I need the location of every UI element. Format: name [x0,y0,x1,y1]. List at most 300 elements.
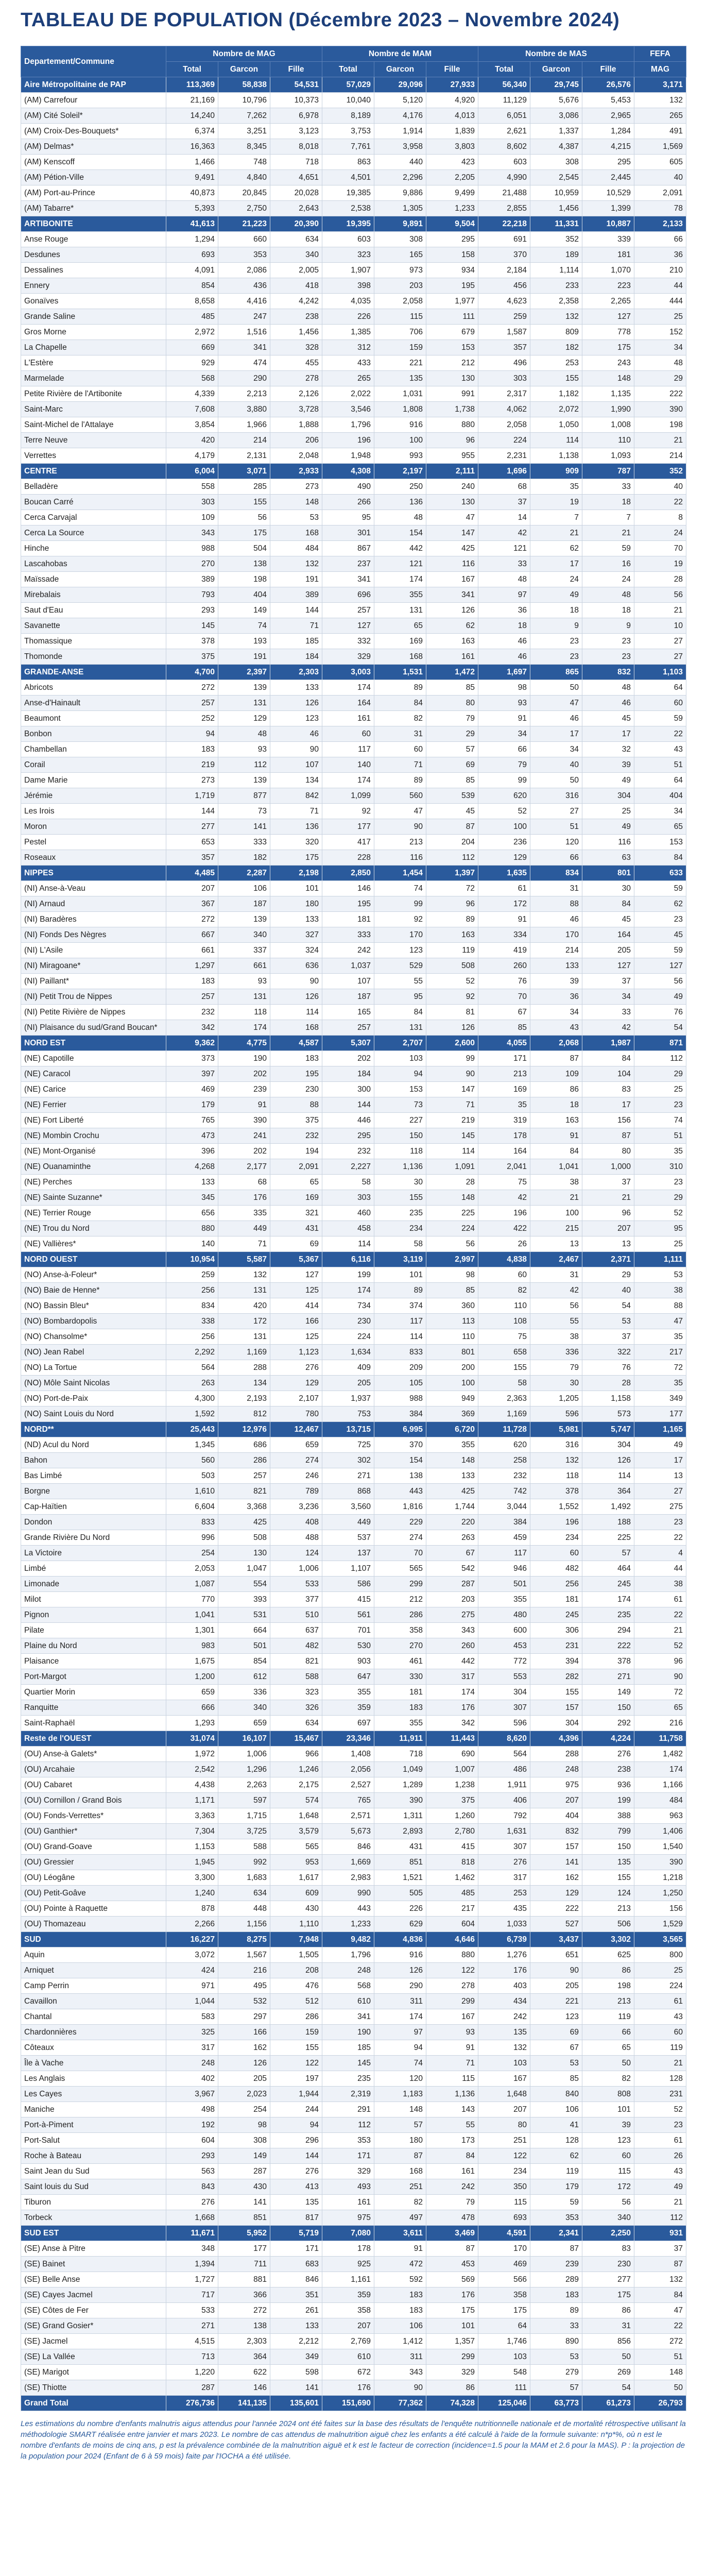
row-name: (NI) Petite Rivière de Nippes [21,1005,166,1020]
row-value: 991 [426,386,478,402]
row-name: (OU) Gressier [21,1855,166,1870]
row-value: 127 [634,958,686,974]
table-row [21,1005,686,1020]
header-sub: Fille [582,62,634,77]
row-value: 156 [634,1901,686,1917]
row-value: 13,715 [322,1422,374,1437]
table-row [21,108,686,124]
row-value: 153 [426,340,478,355]
row-value: 136 [374,495,426,510]
row-value: 548 [478,2365,530,2380]
row-name: Maniche [21,2102,166,2117]
row-value: 251 [478,2133,530,2148]
row-value: 67 [530,2040,582,2056]
row-name: Bonbon [21,726,166,742]
table-row [21,881,686,896]
header-sub: Garcon [530,62,582,77]
row-value: 84 [582,1051,634,1066]
row-name: (NE) Mombin Crochu [21,1128,166,1144]
row-value: 112 [218,757,270,773]
row-value: 183 [166,974,218,989]
row-value: 23 [582,649,634,665]
row-value: 661 [218,958,270,974]
row-name: (OU) Arcahaie [21,1762,166,1777]
row-value: 34 [634,340,686,355]
row-value: 496 [478,355,530,371]
row-value: 96 [426,433,478,448]
row-value: 11,911 [374,1731,426,1747]
row-value: 61,273 [582,2396,634,2411]
table-row [21,1206,686,1221]
row-name: (OU) Anse-à Galets* [21,1747,166,1762]
row-value: 175 [582,2287,634,2303]
row-value: 45 [582,912,634,927]
region-row [21,464,686,479]
row-value: 37 [582,1175,634,1190]
row-name: Maïssade [21,572,166,587]
row-value: 9,504 [426,216,478,232]
row-value: 243 [582,355,634,371]
row-value: 72 [634,1360,686,1376]
table-row [21,788,686,804]
row-value: 566 [478,2272,530,2287]
row-value: 1,911 [478,1777,530,1793]
row-value: 155 [270,2040,322,2056]
row-value: 130 [426,371,478,386]
row-value: 27 [634,649,686,665]
row-value: 302 [322,1453,374,1468]
row-value: 455 [270,355,322,371]
row-value: 333 [218,835,270,850]
row-name: Cavaillon [21,1994,166,2009]
table-row [21,1267,686,1283]
row-value: 103 [478,2349,530,2365]
row-value: 1,937 [322,1391,374,1406]
row-value: 310 [634,1159,686,1175]
row-value: 263 [426,1530,478,1546]
row-value: 60 [478,1267,530,1283]
row-value: 174 [426,1685,478,1700]
row-value: 29 [582,1267,634,1283]
row-value: 154 [374,526,426,541]
row-value: 340 [582,2210,634,2226]
row-value: 4,300 [166,1391,218,1406]
row-value: 212 [426,355,478,371]
row-value: 832 [530,1824,582,1839]
row-value: 484 [270,541,322,556]
row-value: 73 [374,1097,426,1113]
row-value: 59 [530,2195,582,2210]
row-value: 367 [166,896,218,912]
row-value: 683 [270,2257,322,2272]
header-group-fefa: FEFA [634,46,686,62]
row-value: 1,099 [322,788,374,804]
row-value: 531 [218,1607,270,1623]
row-value: 266 [322,495,374,510]
row-value: 3,958 [374,139,426,155]
row-value: 2,303 [270,665,322,680]
table-row [21,541,686,556]
table-row [21,1917,686,1932]
row-value: 29,745 [530,77,582,93]
row-value: 54,531 [270,77,322,93]
row-value: 10,954 [166,1252,218,1267]
row-value: 118 [374,1144,426,1159]
row-value: 320 [270,835,322,850]
row-value: 808 [582,2087,634,2102]
row-value: 2,250 [582,2226,634,2241]
row-value: 46 [478,634,530,649]
row-value: 11,671 [166,2226,218,2241]
row-value: 664 [218,1623,270,1638]
row-value: 53 [270,510,322,526]
row-value: 134 [218,1376,270,1391]
row-value: 2,972 [166,325,218,340]
row-value: 6,051 [478,108,530,124]
row-name: (NE) Ouanaminthe [21,1159,166,1175]
table-row [21,757,686,773]
row-value: 119 [530,2164,582,2179]
row-value: 1,977 [426,294,478,309]
row-value: 375 [426,1793,478,1808]
row-value: 51 [634,757,686,773]
row-value: 225 [426,1206,478,1221]
row-value: 232 [270,1128,322,1144]
row-value: 31,074 [166,1731,218,1747]
row-value: 1,668 [166,2210,218,2226]
row-value: 338 [166,1314,218,1329]
row-value: 161 [322,2195,374,2210]
row-value: 131 [374,603,426,618]
table-row [21,2272,686,2287]
row-value: 1,907 [322,263,374,278]
row-value: 453 [426,2257,478,2272]
row-value: 89 [374,680,426,696]
row-value: 2,538 [322,201,374,216]
region-row [21,216,686,232]
row-value: 133 [426,1468,478,1484]
row-value: 31 [582,2318,634,2334]
row-value: 193 [218,634,270,649]
row-value: 46 [270,726,322,742]
row-value: 778 [582,325,634,340]
row-value: 172 [478,896,530,912]
row-value: 17 [634,1453,686,1468]
row-value: 339 [582,232,634,247]
row-name: Côteaux [21,2040,166,2056]
row-value: 1,719 [166,788,218,804]
row-value: 91 [530,1128,582,1144]
row-value: 402 [166,2071,218,2087]
row-value: 23 [530,649,582,665]
row-value: 21 [530,1190,582,1206]
table-row [21,448,686,464]
row-value: 1,966 [218,417,270,433]
row-value: 150 [582,1839,634,1855]
row-value: 133 [270,680,322,696]
row-value: 259 [478,309,530,325]
row-value: 1,041 [166,1607,218,1623]
row-value: 56 [530,1298,582,1314]
header-group-mas: Nombre de MAS [478,46,634,62]
table-row [21,696,686,711]
row-value: 2,287 [218,866,270,881]
row-name: La Victoire [21,1546,166,1561]
row-name: Boucan Carré [21,495,166,510]
row-value: 434 [478,1994,530,2009]
row-value: 279 [530,2365,582,2380]
row-value: 15,467 [270,1731,322,1747]
row-value: 1,240 [166,1886,218,1901]
row-name: (SE) Cayes Jacmel [21,2287,166,2303]
row-value: 1,669 [322,1855,374,1870]
row-value: 6,995 [374,1422,426,1437]
row-value: 121 [478,541,530,556]
row-value: 425 [426,541,478,556]
row-value: 3,086 [530,108,582,124]
row-value: 141 [270,2380,322,2396]
row-value: 180 [270,896,322,912]
row-value: 235 [374,1206,426,1221]
row-value: 765 [166,1113,218,1128]
row-value: 6,739 [478,1932,530,1947]
row-value: 1,972 [166,1747,218,1762]
row-name: (OU) Cornillon / Grand Bois [21,1793,166,1808]
row-value: 2,058 [374,294,426,309]
row-value: 2,780 [426,1824,478,1839]
row-name: (AM) Croix-Des-Bouquets* [21,124,166,139]
page-title: TABLEAU DE POPULATION (Décembre 2023 – Novembre 2024) [21,9,620,31]
row-value: 340 [218,927,270,943]
row-name: Limonade [21,1577,166,1592]
row-value: 925 [322,2257,374,2272]
row-value: 183 [374,2303,426,2318]
row-value: 319 [478,1113,530,1128]
row-value: 33 [478,556,530,572]
row-value: 1,169 [478,1406,530,1422]
row-value: 1,531 [374,665,426,680]
table-row [21,1716,686,1731]
row-value: 131 [218,1329,270,1345]
row-value: 821 [270,1654,322,1669]
row-value: 846 [322,1839,374,1855]
row-value: 28 [582,1376,634,1391]
table-row [21,556,686,572]
row-value: 33 [582,479,634,495]
table-row [21,2117,686,2133]
row-value: 35 [478,1097,530,1113]
row-value: 119 [634,2040,686,2056]
row-name: Plaisance [21,1654,166,1669]
row-value: 4,268 [166,1159,218,1175]
row-value: 85 [530,2071,582,2087]
row-value: 222 [634,386,686,402]
row-name: (SE) Côtes de Fer [21,2303,166,2318]
row-name: (NO) Anse-à-Foleur* [21,1267,166,1283]
row-value: 236 [478,835,530,850]
row-value: 294 [582,1623,634,1638]
row-value: 55 [374,974,426,989]
row-value: 574 [270,1793,322,1808]
row-value: 929 [166,355,218,371]
row-value: 133 [270,912,322,927]
row-value: 185 [322,2040,374,2056]
row-value: 647 [322,1669,374,1685]
table-row [21,1515,686,1530]
row-name: Beaumont [21,711,166,726]
row-value: 205 [218,2071,270,2087]
row-value: 59 [634,711,686,726]
row-value: 175 [218,526,270,541]
row-value: 7 [530,510,582,526]
row-value: 98 [478,680,530,696]
row-value: 8,620 [478,1731,530,1747]
row-name: Reste de l'OUEST [21,1731,166,1747]
row-value: 357 [166,850,218,866]
row-value: 793 [166,587,218,603]
row-value: 992 [218,1855,270,1870]
row-value: 71 [218,1236,270,1252]
row-value: 65 [270,1175,322,1190]
row-value: 276 [270,2164,322,2179]
row-value: 867 [322,541,374,556]
row-value: 61 [634,2133,686,2148]
row-value: 293 [166,2148,218,2164]
row-value: 4,091 [166,263,218,278]
row-value: 340 [218,1700,270,1716]
row-value: 18 [530,603,582,618]
row-value: 108 [478,1314,530,1329]
row-value: 59 [634,881,686,896]
row-value: 138 [218,2318,270,2334]
row-value: 877 [218,788,270,804]
row-value: 76 [582,1360,634,1376]
table-row [21,974,686,989]
row-value: 49 [582,773,634,788]
table-row [21,1577,686,1592]
row-value: 204 [426,835,478,850]
row-value: 431 [374,1839,426,1855]
row-value: 473 [166,1128,218,1144]
row-value: 10,796 [218,93,270,108]
header-group-mam: Nombre de MAM [322,46,478,62]
row-name: Moron [21,819,166,835]
row-value: 95 [374,989,426,1005]
row-value: 48 [374,510,426,526]
row-value: 2,319 [322,2087,374,2102]
row-value: 658 [478,1345,530,1360]
row-value: 1,397 [426,866,478,881]
row-value: 53 [530,2056,582,2071]
row-value: 430 [218,2179,270,2195]
row-name: (NI) Plaisance du sud/Grand Boucan* [21,1020,166,1036]
row-value: 33 [582,1005,634,1020]
row-value: 533 [270,1577,322,1592]
metro-total-row [21,77,686,93]
row-value: 1,153 [166,1839,218,1855]
row-value: 275 [426,1607,478,1623]
row-name: Corail [21,757,166,773]
table-row [21,726,686,742]
row-value: 983 [166,1638,218,1654]
row-value: 124 [270,1546,322,1561]
row-value: 9 [582,618,634,634]
row-name: NORD** [21,1422,166,1437]
row-value: 490 [322,479,374,495]
row-value: 131 [218,696,270,711]
table-row [21,2380,686,2396]
row-value: 1,592 [166,1406,218,1422]
row-value: 355 [426,1437,478,1453]
row-value: 128 [634,2071,686,2087]
row-name: (NO) Chansolme* [21,1329,166,1345]
row-value: 88 [270,1097,322,1113]
row-value: 276,736 [166,2396,218,2411]
row-value: 4,591 [478,2226,530,2241]
row-value: 260 [478,958,530,974]
row-value: 24 [530,572,582,587]
row-value: 609 [270,1886,322,1901]
row-value: 661 [166,943,218,958]
row-value: 181 [530,1592,582,1607]
row-value: 155 [530,371,582,386]
row-value: 114 [270,1005,322,1020]
row-value: 139 [218,773,270,788]
row-value: 444 [634,294,686,309]
row-value: 87 [530,1051,582,1066]
row-value: 30 [374,1175,426,1190]
row-value: 358 [374,1623,426,1638]
row-value: 1,276 [478,1947,530,1963]
row-value: 19 [530,495,582,510]
table-row [21,1607,686,1623]
row-value: 604 [426,1917,478,1932]
row-value: 4,990 [478,170,530,185]
region-row [21,1252,686,1267]
row-value: 234 [530,1530,582,1546]
row-value: 22 [634,1530,686,1546]
table-row [21,927,686,943]
row-value: 1,492 [582,1499,634,1515]
row-value: 1,634 [322,1345,374,1360]
row-value: 116 [374,850,426,866]
row-value: 384 [478,1515,530,1530]
row-name: Ranquitte [21,1700,166,1716]
row-value: 2,131 [218,448,270,464]
row-value: 812 [218,1406,270,1422]
row-value: 174 [322,680,374,696]
row-value: 190 [218,1051,270,1066]
row-value: 772 [478,1654,530,1669]
row-value: 151,690 [322,2396,374,2411]
row-value: 32 [582,742,634,757]
row-value: 10,040 [322,93,374,108]
row-value: 163 [426,927,478,943]
row-value: 70 [374,1546,426,1561]
row-value: 834 [166,1298,218,1314]
row-value: 55 [530,1314,582,1329]
region-row [21,1422,686,1437]
row-value: 53 [582,1314,634,1329]
row-value: 373 [166,1051,218,1066]
row-value: 74,328 [426,2396,478,2411]
row-value: 2,048 [270,448,322,464]
row-value: 164 [582,927,634,943]
row-value: 953 [270,1855,322,1870]
row-value: 348 [166,2241,218,2257]
row-value: 191 [218,649,270,665]
row-value: 200 [426,1360,478,1376]
